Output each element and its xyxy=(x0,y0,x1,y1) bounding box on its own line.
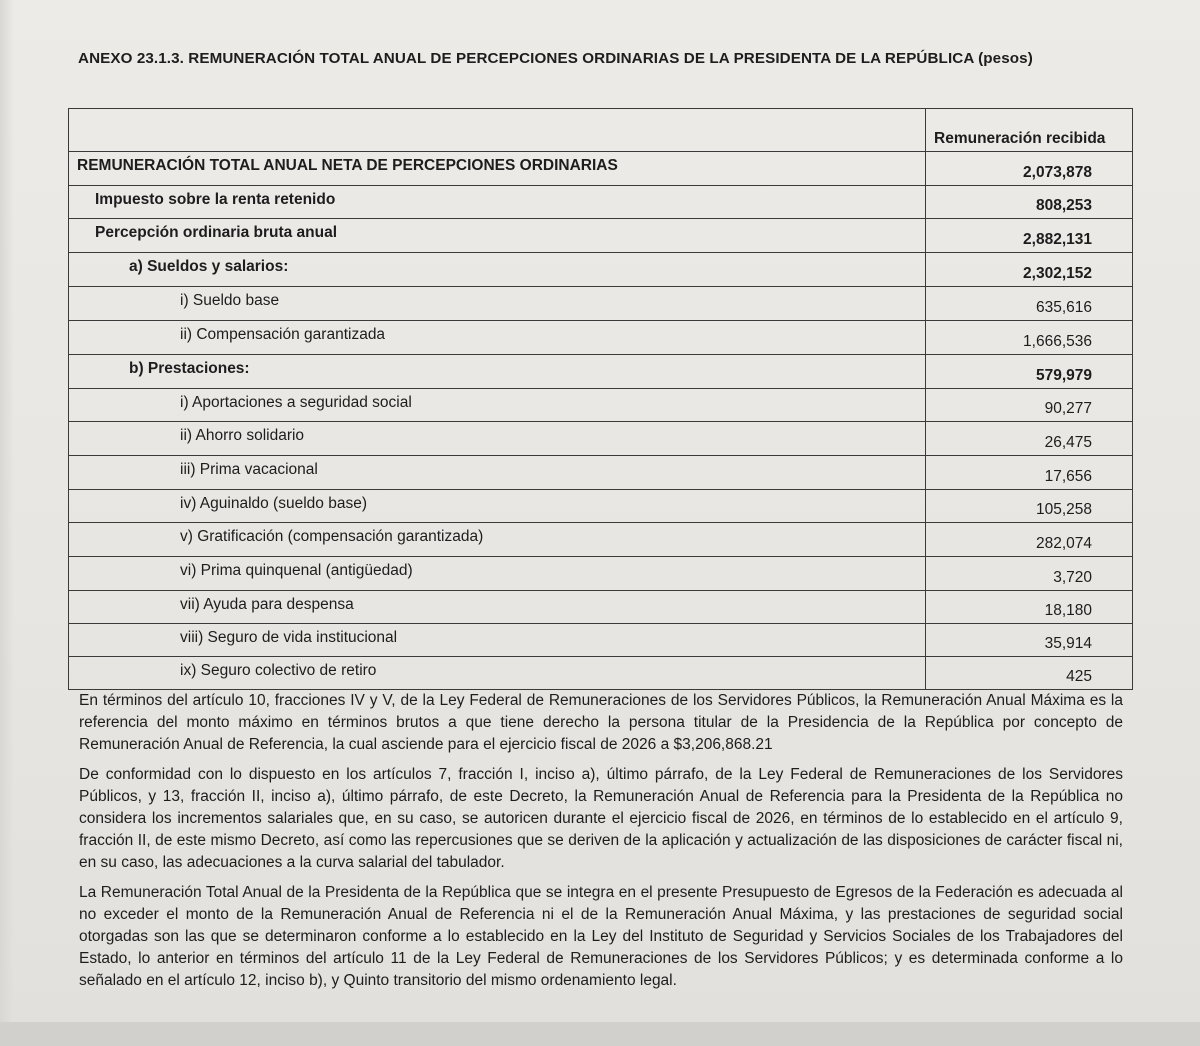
row-value: 808,253 xyxy=(926,186,1133,219)
table-row xyxy=(69,456,1133,490)
row-value: 2,302,152 xyxy=(926,253,1133,287)
table-row xyxy=(69,219,1133,253)
table-row xyxy=(69,321,1133,355)
row-value: 18,180 xyxy=(926,591,1133,624)
row-label: i) Aportaciones a seguridad social xyxy=(69,389,926,422)
row-value: 282,074 xyxy=(926,523,1133,557)
row-value: 26,475 xyxy=(926,422,1133,456)
row-label: Percepción ordinaria bruta anual xyxy=(69,219,926,253)
row-label: b) Prestaciones: xyxy=(69,355,926,389)
table-row xyxy=(69,253,1133,287)
row-value: 579,979 xyxy=(926,355,1133,389)
table-row xyxy=(69,490,1133,523)
row-label: vii) Ayuda para despensa xyxy=(69,591,926,624)
row-label: vi) Prima quinquenal (antigüedad) xyxy=(69,557,926,591)
row-value: 17,656 xyxy=(926,456,1133,490)
row-label: i) Sueldo base xyxy=(69,287,926,321)
note-paragraph: En términos del artículo 10, fracciones IV y V, de la Ley Federal de Remuneraciones de los Servidores Públicos, la Remuneración Anual Máxima es la referencia del monto máximo en términos brutos a que tiene derecho la persona titular de la Presidencia de la República por concepto de Remuneración Anual de Referencia, la cual asciende para el ejercicio fiscal de 2026 a $3,206,868.21 xyxy=(79,692,1123,753)
row-label: viii) Seguro de vida institucional xyxy=(69,624,926,657)
table-header-row xyxy=(69,109,1133,152)
table-row xyxy=(69,557,1133,591)
note-paragraph: De conformidad con lo dispuesto en los artículos 7, fracción I, inciso a), último párrafo, de la Ley Federal de Remuneraciones de los Servidores Públicos, y 13, fracción II, inciso a), último párrafo, de este Decreto, la Remuneración Anual de Referencia para la Presidenta de la República no considera los incrementos salariales que, en su caso, se autoricen durante el ejercicio fiscal de 2026, en términos de lo establecido en el artículo 9, fracción II, de este mismo Decreto, así como las repercusiones que se deriven de la aplicación y actualización de las disposiciones de carácter fiscal ni, en su caso, las adecuaciones a la curva salarial del tabulador. xyxy=(79,766,1123,871)
document-title: ANEXO 23.1.3. REMUNERACIÓN TOTAL ANUAL DE PERCEPCIONES ORDINARIAS DE LA PRESIDENTA DE LA REPÚBLICA (pesos) xyxy=(78,50,1033,67)
row-label: iii) Prima vacacional xyxy=(69,456,926,490)
note-paragraph: La Remuneración Total Anual de la Presidenta de la República que se integra en el presente Presupuesto de Egresos de la Federación es adecuada al no exceder el monto de la Remuneración Anual de Referencia ni el de la Remuneración Anual Máxima, y las prestaciones de seguridad social otorgadas son las que se determinaron conforme a lo establecido en la Ley del Instituto de Seguridad y Servicios Sociales de los Trabajadores del Estado, lo anterior en términos del artículo 11 de la Ley Federal de Remuneraciones de los Servidores Públicos; y es determinada conforme a lo señalado en el artículo 12, inciso b), y Quinto transitorio del mismo ordenamiento legal. xyxy=(79,884,1123,989)
notes-section xyxy=(79,690,1123,1000)
row-label: a) Sueldos y salarios: xyxy=(69,253,926,287)
table-row xyxy=(69,657,1133,690)
row-label: REMUNERACIÓN TOTAL ANUAL NETA DE PERCEPCIONES ORDINARIAS xyxy=(69,152,926,186)
column-header-remuneracion: Remuneración recibida xyxy=(926,109,1133,152)
row-value: 425 xyxy=(926,657,1133,690)
row-value: 1,666,536 xyxy=(926,321,1133,355)
row-value: 105,258 xyxy=(926,490,1133,523)
table-row xyxy=(69,523,1133,557)
row-label: v) Gratificación (compensación garantizada) xyxy=(69,523,926,557)
bottom-edge-strip xyxy=(0,1022,1200,1046)
header-empty-cell xyxy=(69,109,926,152)
row-label: Impuesto sobre la renta retenido xyxy=(69,186,926,219)
table-row xyxy=(69,624,1133,657)
table-row xyxy=(69,186,1133,219)
row-label: iv) Aguinaldo (sueldo base) xyxy=(69,490,926,523)
row-label: ii) Compensación garantizada xyxy=(69,321,926,355)
row-value: 35,914 xyxy=(926,624,1133,657)
row-label: ix) Seguro colectivo de retiro xyxy=(69,657,926,690)
table-row xyxy=(69,389,1133,422)
table-row xyxy=(69,287,1133,321)
table-row xyxy=(69,152,1133,186)
page-edge-shadow xyxy=(0,0,14,1046)
row-value: 2,073,878 xyxy=(926,152,1133,186)
table-row xyxy=(69,355,1133,389)
row-value: 635,616 xyxy=(926,287,1133,321)
table-row xyxy=(69,422,1133,456)
table-row xyxy=(69,591,1133,624)
row-value: 90,277 xyxy=(926,389,1133,422)
row-value: 3,720 xyxy=(926,557,1133,591)
remuneration-table xyxy=(68,108,1133,690)
row-label: ii) Ahorro solidario xyxy=(69,422,926,456)
row-value: 2,882,131 xyxy=(926,219,1133,253)
